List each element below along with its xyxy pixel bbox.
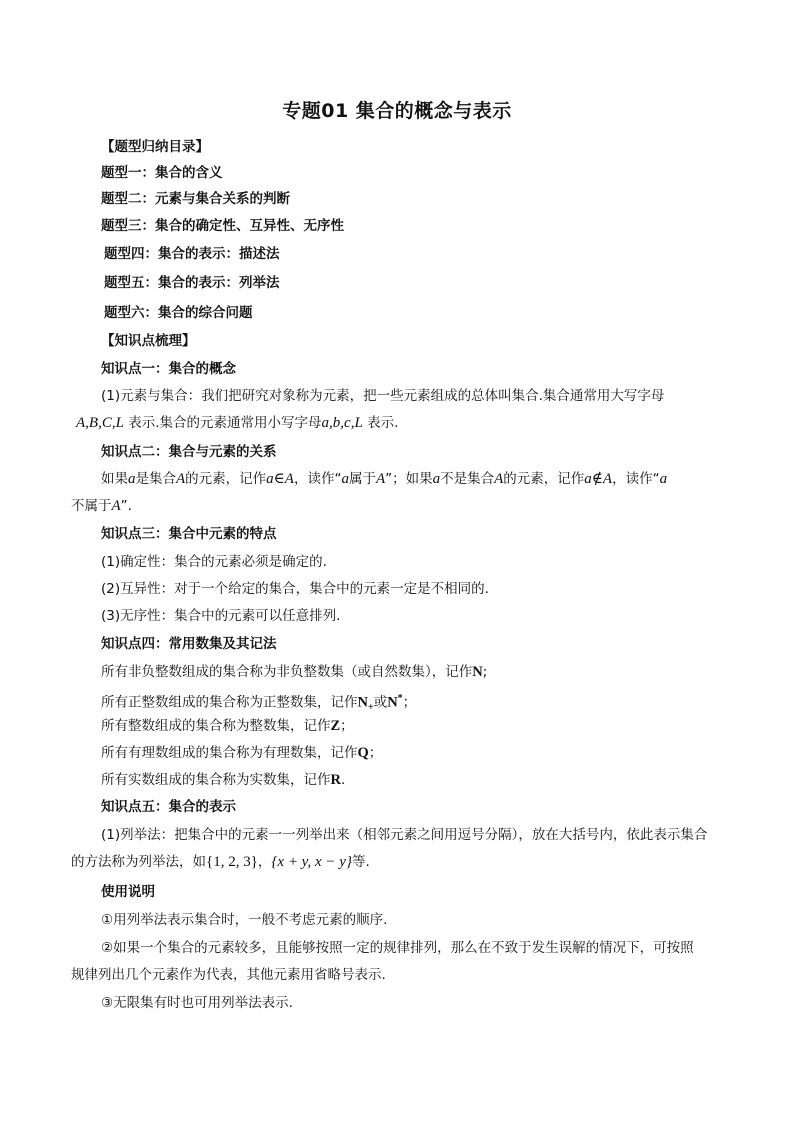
- math-expression: a∉A: [584, 471, 613, 487]
- math-expression: a,b,c,L: [321, 415, 363, 431]
- knowledge-header: 【知识点梳理】: [101, 333, 196, 349]
- text-run: 所有非负整数组成的集合称为非负整数集（或自然数集），记作: [101, 664, 473, 680]
- text-run: ”.: [120, 498, 132, 514]
- kp2-heading: 知识点二：集合与元素的关系: [101, 444, 277, 460]
- usage-item-1: ①用列举法表示集合时，一般不考虑元素的顺序.: [101, 912, 388, 928]
- set-symbol: Q: [357, 745, 369, 761]
- text-run: 所有实数组成的集合称为实数集，记作: [101, 772, 331, 788]
- kp3-heading: 知识点三：集合中元素的特点: [101, 526, 277, 542]
- kp4-line1: [101, 662, 487, 682]
- math-expression: {x + y, x − y}: [271, 854, 352, 870]
- set-symbol: N: [357, 694, 368, 711]
- math-symbol: a: [341, 471, 349, 487]
- math-expression: a∈A: [266, 471, 294, 487]
- usage-item-2-line2: 规律列出几个元素作为代表，其他元素用省略号表示.: [71, 967, 386, 983]
- text-run: 不属于: [71, 498, 112, 514]
- catalog-item-3: 题型三：集合的确定性、互异性、无序性: [101, 218, 344, 234]
- text-run: 不是集合: [440, 471, 495, 487]
- text-run: ；: [402, 694, 417, 711]
- text-run: 的元素，记作: [185, 471, 267, 487]
- math-symbol: a: [659, 471, 668, 487]
- kp3-item-2: (2)互异性：对于一个给定的集合，集合中的元素一定是不相同的.: [101, 581, 489, 597]
- text-run: 所有正整数组成的集合称为正整数集，记作: [101, 694, 358, 711]
- text-run: .: [340, 772, 346, 788]
- kp3-item-3: (3)无序性：集合中的元素可以任意排列.: [101, 608, 341, 624]
- text-run: 的元素，记作: [503, 471, 585, 487]
- catalog-item-2: 题型二：元素与集合关系的判断: [101, 191, 290, 207]
- catalog-item-1: 题型一：集合的含义: [101, 165, 223, 181]
- kp2-line1: [101, 469, 667, 489]
- set-symbol: Z: [330, 718, 341, 734]
- catalog-item-4: 题型四：集合的表示：描述法: [104, 246, 280, 262]
- math-expression: {1, 2, 3}: [206, 854, 258, 870]
- kp4-line4: [101, 743, 382, 763]
- text-run: 表示.: [362, 415, 399, 431]
- math-symbol: a: [432, 471, 441, 487]
- kp5-line2: [71, 852, 370, 872]
- math-symbol: A: [375, 471, 386, 487]
- math-expression: A,B,C,L: [76, 415, 124, 431]
- kp1-line2: [76, 413, 398, 433]
- text-run: 所有有理数组成的集合称为有理数集，记作: [101, 745, 358, 761]
- kp5-heading: 知识点五：集合的表示: [101, 799, 236, 815]
- kp1-line1: (1)元素与集合：我们把研究对象称为元素，把一些元素组成的总体叫集合.集合通常用大写字母: [101, 388, 665, 404]
- usage-heading: 使用说明: [101, 884, 155, 900]
- math-symbol: A: [176, 471, 186, 487]
- catalog-item-5: 题型五：集合的表示：列举法: [104, 275, 280, 291]
- set-symbol: R: [330, 772, 341, 788]
- text-run: 所有整数组成的集合称为整数集，记作: [101, 718, 331, 734]
- math-symbol: a: [128, 471, 136, 487]
- text-run: 是集合: [135, 471, 176, 487]
- page-title: 专题01 集合的概念与表示: [282, 100, 512, 122]
- kp1-heading: 知识点一：集合的概念: [101, 361, 236, 377]
- math-symbol: A: [111, 498, 121, 514]
- superscript: *: [397, 693, 403, 704]
- catalog-item-6: 题型六：集合的综合问题: [104, 305, 253, 321]
- text-run: ；: [368, 745, 383, 761]
- text-run: ，读作“: [612, 471, 660, 487]
- set-symbol: N: [387, 694, 398, 711]
- text-run: 表示.集合的元素通常用小写字母: [123, 415, 322, 431]
- kp4-heading: 知识点四：常用数集及其记法: [101, 636, 277, 652]
- kp2-line2: [71, 496, 132, 516]
- text-run: 属于: [348, 471, 376, 487]
- text-run: ，读作“: [293, 471, 342, 487]
- usage-item-3: ③无限集有时也可用列举法表示.: [101, 995, 293, 1011]
- kp5-line1: (1)列举法：把集合中的元素一一列举出来（相邻元素之间用逗号分隔），放在大括号内，依此表示集合: [101, 827, 708, 843]
- text-run: 等.: [351, 854, 370, 870]
- usage-item-2-line1: ②如果一个集合的元素较多，且能够按照一定的规律排列，那么在不致于发生误解的情况下，可按照: [101, 940, 694, 956]
- subscript: +: [367, 702, 374, 714]
- text-run: 的方法称为列举法，如: [71, 854, 206, 870]
- kp3-item-1: (1)确定性：集合的元素必须是确定的.: [101, 554, 327, 570]
- text-run: 或: [373, 694, 388, 711]
- text-run: 如果: [101, 471, 128, 487]
- math-symbol: A: [494, 471, 504, 487]
- catalog-header: 【题型归纳目录】: [101, 139, 209, 155]
- text-run: ;: [482, 664, 488, 680]
- kp4-line5: [101, 770, 345, 790]
- set-symbol: N: [472, 664, 483, 680]
- text-run: ”；如果: [385, 471, 433, 487]
- kp4-line2: [101, 689, 416, 718]
- text-run: ，: [257, 854, 272, 870]
- text-run: ；: [340, 718, 354, 734]
- kp4-line3: [101, 716, 354, 736]
